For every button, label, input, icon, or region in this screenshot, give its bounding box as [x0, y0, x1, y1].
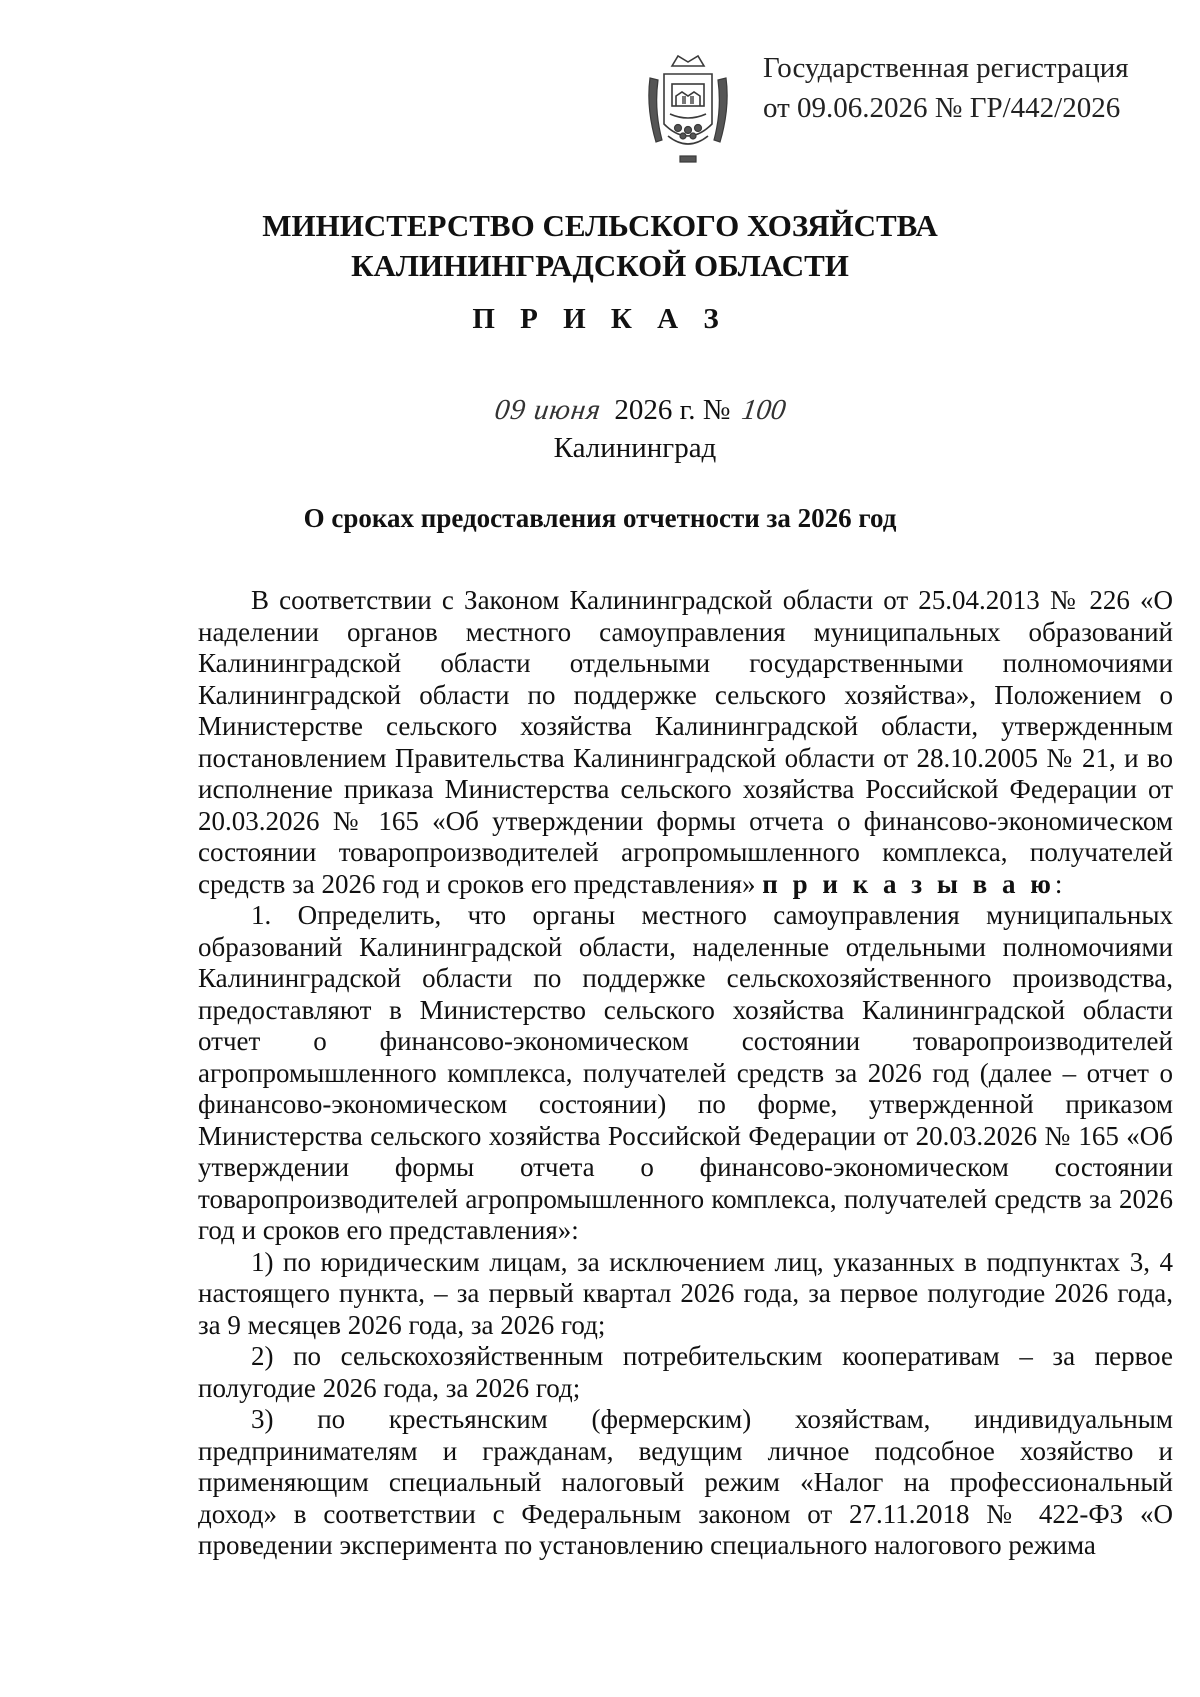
order-date-line [492, 390, 788, 430]
ministry-name-line1: МИНИСТЕРСТВО СЕЛЬСКОГО ХОЗЯЙСТВА [262, 208, 938, 243]
registration-number: от 09.06.2026 № ГР/442/2026 [763, 92, 1121, 124]
order-word: п р и к а з ы в а ю [762, 868, 1055, 899]
coat-of-arms-icon [642, 52, 734, 170]
item-1-paragraph: 1. Определить, что органы местного самоуправления муниципальных образований Калининградской области, наделенные отдельными полномочиями Калининградской области по поддержке сельскохозяйственного производства, предоставляют в Министерство сельского хозяйства Калининградской области отчет о финансово-экономическом состоянии товаропроизводителей агропромышленного комплекса, получателей средств за 2026 год (далее – отчет о финансово-экономическом состоянии) по форме, утвержденной приказом Министерства сельского хозяйства Российской Федерации от 20.03.2026 № 165 «Об утверждении формы отчета о финансово-экономическом состоянии товаропроизводителей агропромышленного комплекса, получателей средств за 2026 год и сроков его представления»: [198, 900, 1173, 1245]
registration-block [763, 48, 1163, 128]
handwritten-date: 09 июня [492, 394, 604, 426]
city: Калининград [553, 432, 717, 464]
ministry-name-line2: КАЛИНИНГРАДСКОЙ ОБЛАСТИ [351, 248, 849, 283]
subitem-1-paragraph: 1) по юридическим лицам, за исключением лиц, указанных в подпунктах 3, 4 настоящего пункта, – за первый квартал 2026 года, за первое полугодие 2026 года, за 9 месяцев 2026 года, за 2026 год; [198, 1246, 1173, 1340]
preamble-paragraph [198, 585, 1173, 900]
order-colon: : [1054, 868, 1063, 899]
preamble-text: В соответствии с Законом Калининградской области от 25.04.2013 № 226 «О наделении органов местного самоуправления муниципальных образований Калининградской области отдельными государственными полномочиями Калининградской области по поддержке сельского хозяйства», Положением о Министерстве сельского хозяйства Калининградской области, утвержденным постановлением Правительства Калининградской области от 28.10.2005 № 21, и во исполнение приказа Министерства сельского хозяйства Российской Федерации от 20.03.2026 № 165 «Об утверждении формы отчета о финансово-экономическом состоянии товаропроизводителей агропромышленного комплекса, получателей средств за 2026 год и сроков его представления» [198, 585, 1173, 899]
document-body [198, 585, 1173, 1562]
ministry-name [0, 206, 1200, 286]
order-subject: О сроках предоставления отчетности за 2026 год [303, 503, 897, 533]
registration-title: Государственная регистрация [763, 52, 1129, 84]
subitem-3-paragraph: 3) по крестьянским (фермерским) хозяйствам, индивидуальным предпринимателям и гражданам, ведущим личное подсобное хозяйство и применяющим специальный налоговый режим «Налог на профессиональный доход» в соответствии с Федеральным законом от 27.11.2018 № 422-ФЗ «О проведении эксперимента по установлению специального налогового режима [198, 1404, 1173, 1560]
document-type: П Р И К А З [472, 303, 728, 335]
handwritten-order-number: 100 [739, 394, 788, 426]
order-year: 2026 г. № [614, 394, 731, 426]
subitem-2-paragraph: 2) по сельскохозяйственным потребительским кооперативам – за первое полугодие 2026 года, за 2026 год; [198, 1341, 1173, 1403]
